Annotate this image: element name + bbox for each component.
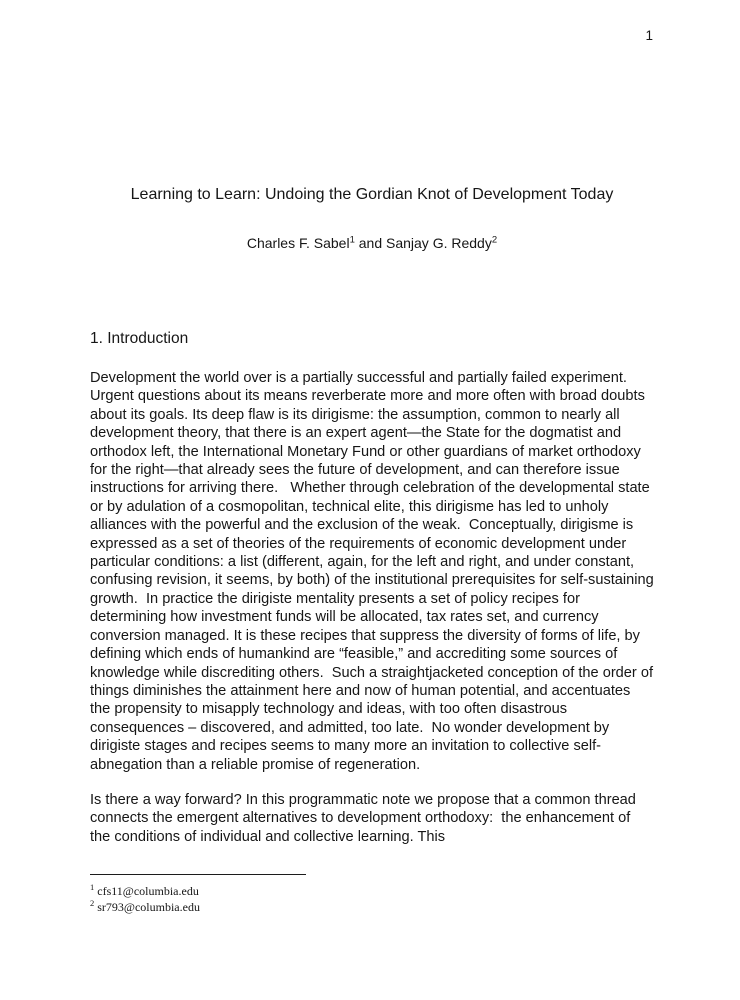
footnote-1-marker: 1: [90, 882, 95, 892]
author-1-name: Charles F. Sabel: [246, 235, 350, 251]
footnote-2-marker: 2: [90, 898, 95, 908]
footnote-1-text: cfs11@columbia.edu: [94, 884, 199, 898]
byline: [90, 235, 654, 251]
page-content: [0, 186, 740, 846]
author-1-footnote-marker: 1: [349, 234, 355, 246]
paragraph-2: Is there a way forward? In this programmatic note we propose that a common thread connects the emergent alternatives to development orthodoxy: the enhancement of the conditions of individual and collective learning. This: [90, 791, 640, 845]
footnote-2-text: sr793@columbia.edu: [94, 900, 200, 914]
footnote-1: [90, 883, 654, 899]
footnote-area: [90, 874, 654, 915]
paragraph-1: Development the world over is a partially successful and partially failed experiment. Urgent questions about its means reverberate more and more often with broad doubts about its goals. Its deep flaw is its dirigisme: the assumption, common to nearly all development theory, that there is an expert agent—the State for the dogmatist and orthodox left, the International Monetary Fund or other guardians of market orthodoxy for the right—that already sees the future of development, and can therefore issue instructions for arriving there. Whether through celebration of the developmental state or by adulation of a cosmopolitan, technical elite, this dirigisme has led to unholy alliances with the powerful and the exclusion of the weak. Conceptually, dirigisme is expressed as a set of theories of the requirements of economic development under particular conditions: a list (different, again, for the left and right, and under constant, confusing revision, it seems, by both) of the institutional prerequisites for self-sustaining growth. In practice the dirigiste mentality presents a set of policy recipes for determining how investment funds will be allocated, tax rates set, and currency conversion managed. It is these recipes that suppress the diversity of forms of life, by defining which ends of humankind are “feasible,” and accrediting some sources of knowledge while discrediting others. Such a straightjacketed conception of the order of things diminishes the attainment here and now of human potential, and accentuates the propensity to misapply technology and ideas, with too often disastrous consequences – discovered, and admitted, too late. No wonder development by dirigiste stages and recipes seems to many more an invitation to collective self-abnegation than a reliable promise of regeneration.: [90, 370, 658, 773]
byline-connector: and: [354, 235, 386, 251]
paper-title: Learning to Learn: Undoing the Gordian Knot of Development Today: [130, 186, 614, 203]
footnote-separator: [90, 874, 306, 875]
section-heading-introduction: 1. Introduction: [90, 330, 189, 347]
author-2-name: Sanjay G. Reddy: [386, 235, 492, 251]
footnote-2: [90, 899, 654, 915]
page-number: 1: [645, 28, 653, 43]
author-2-footnote-marker: 2: [491, 234, 498, 246]
